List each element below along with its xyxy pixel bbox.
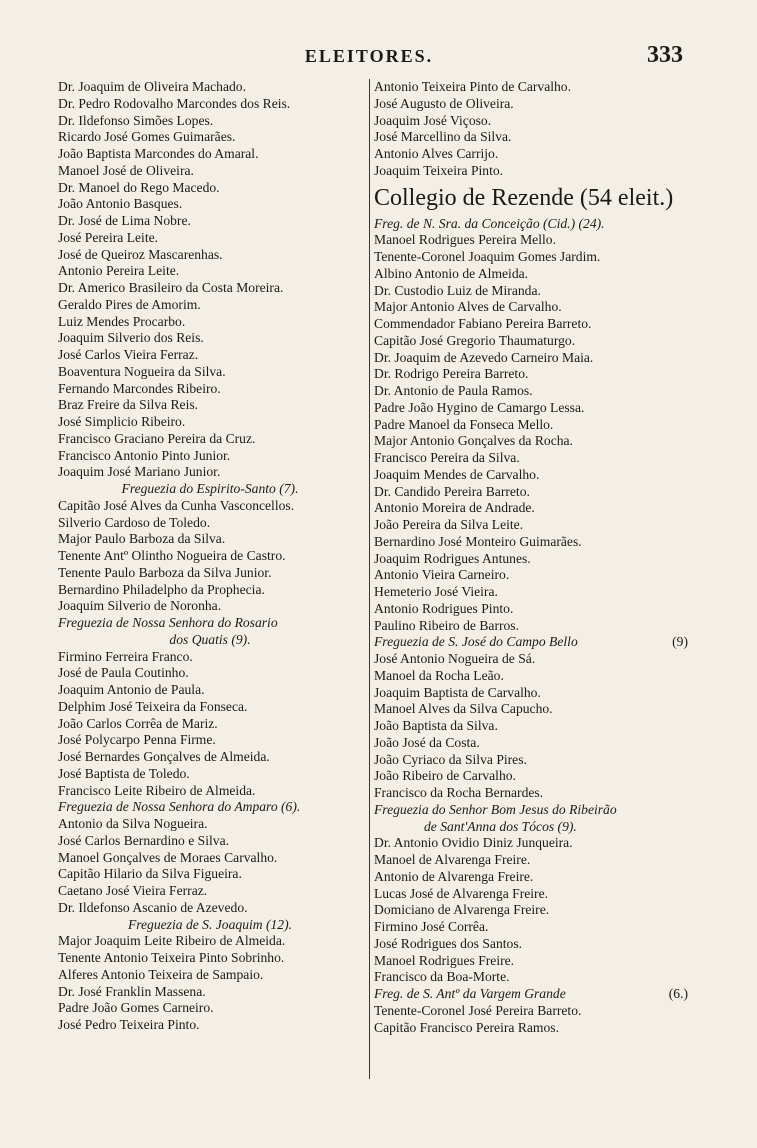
entry-text: Dr. Pedro Rodovalho Marcondes dos Reis. bbox=[58, 95, 291, 111]
entry-text: Major Antonio Gonçalves da Rocha. bbox=[374, 433, 573, 449]
elector-entry bbox=[58, 397, 362, 414]
parish-heading bbox=[374, 634, 688, 651]
elector-entry bbox=[374, 350, 688, 367]
elector-entry bbox=[58, 766, 362, 783]
elector-entry bbox=[374, 601, 688, 618]
entry-text: Boaventura Nogueira da Silva. bbox=[58, 363, 226, 379]
entry-text: Tenente Paulo Barboza da Silva Junior. bbox=[58, 564, 272, 580]
entry-text: Freg. de S. Antº da Vargem Grande bbox=[374, 986, 566, 1001]
parish-heading bbox=[374, 802, 688, 819]
elector-entry bbox=[58, 1000, 362, 1017]
elector-entry bbox=[58, 297, 362, 314]
elector-entry bbox=[374, 768, 688, 785]
entry-text: Caetano José Vieira Ferraz. bbox=[58, 883, 208, 898]
entry-text: Joaquim Baptista de Carvalho. bbox=[374, 684, 541, 700]
elector-entry bbox=[58, 699, 362, 716]
elector-entry bbox=[374, 567, 688, 584]
entry-text: Dr. Antonio Ovidio Diniz Junqueira. bbox=[374, 835, 573, 851]
entry-text: Tenente-Coronel José Pereira Barreto. bbox=[374, 1002, 582, 1018]
elector-entry bbox=[374, 869, 688, 886]
entry-text: José Rodrigues dos Santos. bbox=[374, 935, 523, 951]
elector-entry bbox=[58, 230, 362, 247]
entry-text: Paulino Ribeiro de Barros. bbox=[374, 617, 519, 633]
elector-entry bbox=[58, 448, 362, 465]
elector-entry bbox=[374, 701, 688, 718]
elector-entry bbox=[58, 732, 362, 749]
elector-entry bbox=[58, 883, 362, 900]
entry-text: Geraldo Pires de Amorim. bbox=[58, 296, 201, 312]
entry-text: José Pedro Teixeira Pinto. bbox=[58, 1017, 200, 1032]
elector-entry bbox=[58, 330, 362, 347]
entry-text: Freguezia de S. Joaquim (12). bbox=[127, 916, 293, 932]
entry-text: dos Quatis (9). bbox=[169, 631, 251, 647]
elector-entry bbox=[58, 79, 362, 96]
elector-entry bbox=[374, 584, 688, 601]
parish-heading bbox=[374, 819, 688, 836]
entry-text: Freguezia de Nossa Senhora do Rosario bbox=[58, 615, 278, 630]
elector-entry bbox=[374, 366, 688, 383]
elector-entry bbox=[58, 531, 362, 548]
entry-text: João Cyriaco da Silva Pires. bbox=[374, 751, 527, 767]
elector-entry bbox=[374, 113, 688, 130]
entry-text: Braz Freire da Silva Reis. bbox=[58, 397, 199, 413]
entry-text: Francisco da Boa-Morte. bbox=[374, 969, 510, 985]
entry-text: Bernardino José Monteiro Guimarães. bbox=[374, 533, 582, 549]
entry-text: Commendador Fabiano Pereira Barreto. bbox=[374, 316, 592, 331]
entry-text: José Augusto de Oliveira. bbox=[374, 95, 514, 111]
elector-entry bbox=[374, 266, 688, 283]
parish-heading bbox=[58, 917, 362, 934]
parish-heading bbox=[374, 216, 688, 233]
entry-text: Capitão José Gregorio Thaumaturgo. bbox=[374, 332, 576, 348]
entry-text: José Polycarpo Penna Firme. bbox=[58, 732, 216, 748]
elector-entry bbox=[58, 314, 362, 331]
entry-text: Antonio Alves Carrijo. bbox=[374, 146, 499, 161]
elector-entry bbox=[374, 450, 688, 467]
entry-text: Capitão José Alves da Cunha Vasconcellos. bbox=[58, 497, 295, 513]
entry-text: Dr. Ildefonso Ascanio de Azevedo. bbox=[58, 899, 248, 915]
elector-entry bbox=[58, 548, 362, 565]
entry-text: Dr. Rodrigo Pereira Barreto. bbox=[374, 366, 529, 382]
entry-text: Padre Manoel da Fonseca Mello. bbox=[374, 416, 554, 432]
elector-entry bbox=[374, 835, 688, 852]
entry-text: Manoel Alves da Silva Capucho. bbox=[374, 701, 553, 717]
entry-text: Joaquim Antonio de Paula. bbox=[58, 682, 205, 697]
entry-text: Tenente-Coronel Joaquim Gomes Jardim. bbox=[374, 249, 601, 264]
elector-entry bbox=[374, 96, 688, 113]
elector-entry bbox=[374, 417, 688, 434]
elector-entry bbox=[374, 146, 688, 163]
elector-entry bbox=[374, 785, 688, 802]
elector-entry bbox=[374, 1003, 688, 1020]
elector-entry bbox=[374, 500, 688, 517]
entry-text: Joaquim Silverio de Noronha. bbox=[58, 598, 222, 614]
entry-text: José Carlos Bernardino e Silva. bbox=[58, 832, 230, 848]
elector-entry bbox=[58, 816, 362, 833]
parish-heading bbox=[374, 986, 688, 1003]
elector-entry bbox=[58, 515, 362, 532]
elector-entry bbox=[374, 936, 688, 953]
elector-entry bbox=[58, 933, 362, 950]
entry-text: Manoel da Rocha Leão. bbox=[374, 667, 504, 683]
elector-entry bbox=[374, 902, 688, 919]
elector-entry bbox=[58, 213, 362, 230]
elector-entry bbox=[374, 433, 688, 450]
entry-text: Manoel Rodrigues Freire. bbox=[374, 952, 515, 968]
entry-text: Bernardino Philadelpho da Prophecia. bbox=[58, 581, 265, 597]
entry-text: Manoel Rodrigues Pereira Mello. bbox=[374, 232, 556, 248]
entry-text: João José da Costa. bbox=[374, 734, 480, 750]
elector-entry bbox=[58, 598, 362, 615]
elector-entry bbox=[374, 919, 688, 936]
entry-text: Padre João Gomes Carneiro. bbox=[58, 1000, 214, 1016]
entry-text: José Pereira Leite. bbox=[58, 229, 159, 245]
entry-text: Freguezia do Senhor Bom Jesus do Ribeirão bbox=[374, 801, 617, 817]
entry-text: Dr. Custodio Luiz de Miranda. bbox=[374, 282, 541, 298]
elector-entry bbox=[58, 247, 362, 264]
elector-entry bbox=[58, 263, 362, 280]
entry-text: Dr. Manoel do Rego Macedo. bbox=[58, 179, 220, 195]
entry-text: José Simplicio Ribeiro. bbox=[58, 414, 186, 429]
entry-text: Freguezia de S. José do Campo Bello bbox=[374, 634, 578, 650]
entry-text: Francisco Leite Ribeiro de Almeida. bbox=[58, 782, 256, 798]
entry-text: Freguezia do Espirito-Santo (7). bbox=[121, 481, 299, 496]
entry-text: Collegio de Rezende (54 eleit.) bbox=[374, 184, 674, 211]
entry-text: Firmino José Corrêa. bbox=[374, 919, 489, 934]
elector-entry bbox=[374, 232, 688, 249]
parish-heading bbox=[58, 481, 362, 498]
elector-entry bbox=[374, 651, 688, 668]
entry-text: José de Paula Coutinho. bbox=[58, 665, 189, 681]
entry-text: José Marcellino da Silva. bbox=[374, 129, 512, 145]
entry-text: João Antonio Basques. bbox=[58, 196, 183, 212]
elector-entry bbox=[374, 852, 688, 869]
elector-entry bbox=[58, 280, 362, 297]
elector-entry bbox=[58, 364, 362, 381]
page-header bbox=[55, 40, 683, 74]
entry-text: Dr. Antonio de Paula Ramos. bbox=[374, 383, 533, 398]
elector-count: (6.) bbox=[668, 986, 688, 1001]
elector-entry bbox=[58, 984, 362, 1001]
elector-entry bbox=[374, 551, 688, 568]
elector-entry bbox=[58, 850, 362, 867]
entry-text: Delphim José Teixeira da Fonseca. bbox=[58, 698, 248, 714]
elector-entry bbox=[58, 498, 362, 515]
entry-text: Major Paulo Barboza da Silva. bbox=[58, 531, 226, 547]
entry-text: Fernando Marcondes Ribeiro. bbox=[58, 380, 221, 396]
elector-entry bbox=[374, 735, 688, 752]
elector-entry bbox=[374, 467, 688, 484]
entry-text: Manoel de Alvarenga Freire. bbox=[374, 852, 531, 867]
elector-entry bbox=[58, 749, 362, 766]
elector-entry bbox=[58, 414, 362, 431]
entry-text: João Ribeiro de Carvalho. bbox=[374, 768, 516, 784]
elector-entry bbox=[58, 866, 362, 883]
entry-text: Lucas José de Alvarenga Freire. bbox=[374, 885, 549, 901]
entry-text: Antonio da Silva Nogueira. bbox=[58, 816, 208, 831]
entry-text: Antonio de Alvarenga Freire. bbox=[374, 868, 534, 884]
entry-text: Major Joaquim Leite Ribeiro de Almeida. bbox=[58, 933, 286, 949]
elector-entry bbox=[58, 565, 362, 582]
elector-entry bbox=[58, 950, 362, 967]
elector-entry bbox=[58, 180, 362, 197]
entry-text: João Baptista da Silva. bbox=[374, 718, 498, 733]
parish-heading bbox=[58, 615, 362, 632]
entry-text: Major Antonio Alves de Carvalho. bbox=[374, 299, 562, 315]
elector-entry bbox=[374, 953, 688, 970]
entry-text: Francisco Pereira da Silva. bbox=[374, 450, 520, 465]
entry-text: Francisco Antonio Pinto Junior. bbox=[58, 447, 231, 463]
entry-text: Padre João Hygino de Camargo Lessa. bbox=[374, 399, 585, 415]
elector-entry bbox=[58, 833, 362, 850]
entry-text: Dr. José Franklin Massena. bbox=[58, 983, 206, 999]
elector-entry bbox=[58, 783, 362, 800]
elector-entry bbox=[374, 969, 688, 986]
entry-text: João Baptista Marcondes do Amaral. bbox=[58, 146, 259, 161]
entry-text: Freguezia de Nossa Senhora do Amparo (6). bbox=[58, 799, 301, 815]
entry-text: Joaquim Teixeira Pinto. bbox=[374, 162, 504, 178]
elector-entry bbox=[374, 383, 688, 400]
entry-text: Dr. Joaquim de Azevedo Carneiro Maia. bbox=[374, 349, 594, 365]
left-column bbox=[58, 79, 362, 1034]
entry-text: Silverio Cardoso de Toledo. bbox=[58, 514, 211, 530]
entry-text: Tenente Antº Olintho Nogueira de Castro. bbox=[58, 548, 286, 563]
college-heading bbox=[374, 181, 688, 215]
elector-entry bbox=[58, 163, 362, 180]
entry-text: João Pereira da Silva Leite. bbox=[374, 517, 524, 532]
entry-text: José de Queiroz Mascarenhas. bbox=[58, 246, 223, 262]
elector-entry bbox=[58, 900, 362, 917]
elector-entry bbox=[58, 96, 362, 113]
entry-text: Antonio Rodrigues Pinto. bbox=[374, 600, 514, 616]
elector-entry bbox=[374, 79, 688, 96]
elector-entry bbox=[374, 517, 688, 534]
elector-entry bbox=[374, 668, 688, 685]
elector-entry bbox=[58, 113, 362, 130]
elector-entry bbox=[58, 1017, 362, 1034]
entry-text: Manoel Gonçalves de Moraes Carvalho. bbox=[58, 849, 278, 865]
elector-entry bbox=[374, 886, 688, 903]
elector-entry bbox=[58, 196, 362, 213]
entry-text: Hemeterio José Vieira. bbox=[374, 584, 498, 599]
page-number: 333 bbox=[647, 42, 683, 68]
entry-text: Francisco da Rocha Bernardes. bbox=[374, 785, 544, 800]
entry-text: Dr. José de Lima Nobre. bbox=[58, 213, 191, 228]
elector-entry bbox=[374, 163, 688, 180]
entry-text: de Sant'Anna dos Tócos (9). bbox=[424, 818, 577, 834]
elector-entry bbox=[374, 400, 688, 417]
elector-entry bbox=[374, 1020, 688, 1037]
entry-text: Capitão Hilario da Silva Figueira. bbox=[58, 866, 242, 882]
elector-entry bbox=[374, 129, 688, 146]
parish-heading bbox=[58, 799, 362, 816]
entry-text: Antonio Pereira Leite. bbox=[58, 263, 180, 279]
right-column bbox=[369, 79, 688, 1079]
entry-text: Joaquim José Mariano Junior. bbox=[58, 464, 221, 480]
elector-entry bbox=[374, 484, 688, 501]
entry-text: José Bernardes Gonçalves de Almeida. bbox=[58, 749, 270, 764]
entry-text: José Carlos Vieira Ferraz. bbox=[58, 347, 199, 362]
elector-entry bbox=[374, 534, 688, 551]
elector-entry bbox=[58, 431, 362, 448]
parish-heading bbox=[58, 632, 362, 649]
elector-entry bbox=[374, 299, 688, 316]
entry-text: Luiz Mendes Procarbo. bbox=[58, 313, 186, 329]
entry-text: Albino Antonio de Almeida. bbox=[374, 265, 529, 281]
entry-text: Dr. Ildefonso Simões Lopes. bbox=[58, 112, 214, 128]
entry-text: Joaquim Mendes de Carvalho. bbox=[374, 466, 540, 482]
entry-text: Antonio Vieira Carneiro. bbox=[374, 567, 510, 583]
entry-text: Antonio Moreira de Andrade. bbox=[374, 500, 535, 516]
elector-entry bbox=[58, 347, 362, 364]
entry-text: Dr. Candido Pereira Barreto. bbox=[374, 483, 530, 499]
entry-text: Joaquim Rodrigues Antunes. bbox=[374, 550, 531, 566]
elector-entry bbox=[58, 967, 362, 984]
entry-text: Alferes Antonio Teixeira de Sampaio. bbox=[58, 966, 264, 982]
entry-text: Joaquim José Viçoso. bbox=[374, 112, 492, 128]
entry-text: Joaquim Silverio dos Reis. bbox=[58, 330, 204, 346]
elector-entry bbox=[58, 649, 362, 666]
entry-text: Domiciano de Alvarenga Freire. bbox=[374, 902, 550, 918]
entry-text: Antonio Teixeira Pinto de Carvalho. bbox=[374, 79, 572, 94]
running-title: ELEITORES. bbox=[304, 46, 434, 66]
elector-entry bbox=[374, 283, 688, 300]
elector-entry bbox=[374, 618, 688, 635]
entry-text: Tenente Antonio Teixeira Pinto Sobrinho. bbox=[58, 950, 285, 965]
elector-entry bbox=[58, 464, 362, 481]
elector-entry bbox=[58, 582, 362, 599]
entry-text: José Antonio Nogueira de Sá. bbox=[374, 651, 536, 666]
elector-entry bbox=[374, 333, 688, 350]
entry-text: Francisco Graciano Pereira da Cruz. bbox=[58, 430, 256, 446]
elector-entry bbox=[58, 381, 362, 398]
elector-entry bbox=[374, 752, 688, 769]
entry-text: Dr. Americo Brasileiro da Costa Moreira. bbox=[58, 280, 284, 295]
elector-entry bbox=[58, 665, 362, 682]
elector-entry bbox=[58, 146, 362, 163]
entry-text: Capitão Francisco Pereira Ramos. bbox=[374, 1019, 559, 1035]
elector-entry bbox=[374, 718, 688, 735]
elector-entry bbox=[58, 716, 362, 733]
entry-text: Manoel José de Oliveira. bbox=[58, 162, 194, 178]
entry-text: Freg. de N. Sra. da Conceição (Cid.) (24). bbox=[374, 215, 605, 231]
entry-text: Firmino Ferreira Franco. bbox=[58, 648, 193, 664]
elector-entry bbox=[374, 249, 688, 266]
elector-entry bbox=[374, 316, 688, 333]
entry-text: José Baptista de Toledo. bbox=[58, 765, 190, 781]
entry-text: Ricardo José Gomes Guimarães. bbox=[58, 129, 236, 145]
elector-entry bbox=[374, 685, 688, 702]
entry-text: João Carlos Corrêa de Mariz. bbox=[58, 715, 218, 731]
entry-text: Dr. Joaquim de Oliveira Machado. bbox=[58, 79, 246, 94]
elector-entry bbox=[58, 129, 362, 146]
elector-entry bbox=[58, 682, 362, 699]
elector-count: (9) bbox=[672, 634, 688, 650]
